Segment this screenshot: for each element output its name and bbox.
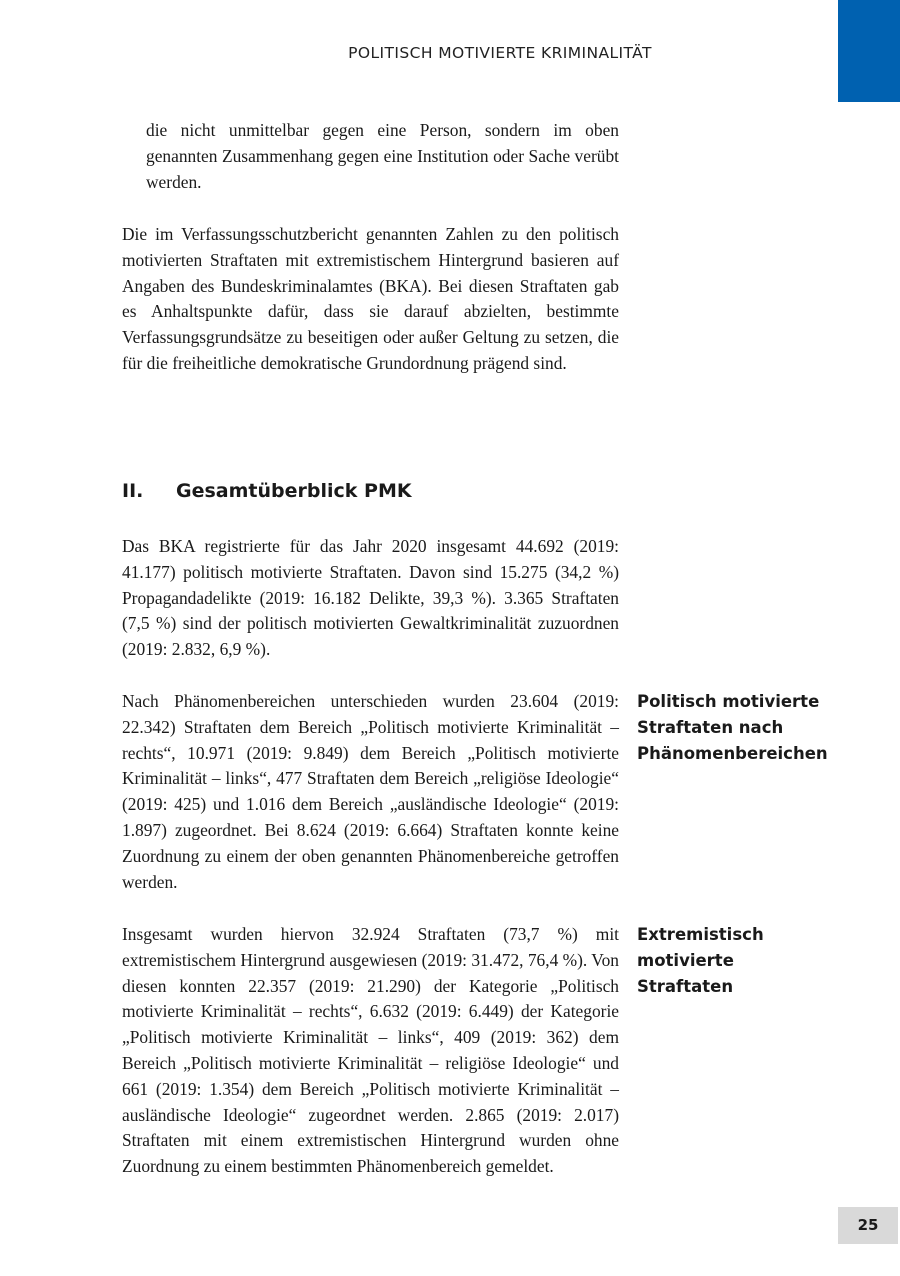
phenomenon-paragraph: Nach Phänomenbereichen unterschieden wurden 23.604 (2019: 22.342) Straftaten dem Bereich „Politisch motivierte Kriminalität – rechts“, 10.971 (2019: 9.849) dem Bereich „Politisch motivierte Kriminalität – links“, 477 Straftaten dem Bereich „religiöse Ideologie“ (2019: 425) und 1.016 dem Bereich „ausländische Ideologie“ (2019: 1.897) zugeordnet. Bei 8.624 (2019: 6.664) Straftaten konnte keine Zuordnung zu einem der oben genannten Phänomenbereiche getroffen werden. [122,691,619,892]
section-heading [122,480,412,502]
chapter-tab-marker [838,0,900,102]
extremist-paragraph: Insgesamt wurden hiervon 32.924 Straftaten (73,7 %) mit extremistischem Hintergrund ausgewiesen (2019: 31.472, 76,4 %). Von diesen konnten 22.357 (2019: 21.290) der Kategorie „Politisch motivierte Kriminalität – rechts“, 6.632 (2019: 6.449) der Kategorie „Politisch motivierte Kriminalität – links“, 409 (2019: 362) dem Bereich „Politisch motivierte Kriminalität – religiöse Ideologie“ und 661 (2019: 1.354) dem Bereich „Politisch motivierte Kriminalität – ausländische Ideologie“ zugeordnet werden. 2.865 (2019: 2.017) Straftaten mit einem extremistischen Hintergrund wurden ohne Zuordnung zu einem bestimmten Phänomenbereich gemeldet. [122,924,620,1177]
margin-note-extremist-offences: Extremistisch motivierte Straftaten [637,925,764,996]
intro-paragraph: Die im Verfassungsschutzbericht genannten Zahlen zu den politisch motivierten Straftaten mit extremistischem Hintergrund basieren auf Angaben des Bundeskriminalamtes (BKA). Bei diesen Straftaten gab es Anhaltspunkte dafür, dass sie darauf abzielten, bestimmte Verfassungsgrundsätze zu beseitigen oder außer Geltung zu setzen, die für die freiheitliche demokratische Grundordnung prägend sind. [122,224,619,373]
section-title: Gesamtüberblick PMK [176,480,412,502]
running-header: POLITISCH MOTIVIERTE KRIMINALITÄT [348,44,652,62]
overview-paragraph: Das BKA registrierte für das Jahr 2020 insgesamt 44.692 (2019: 41.177) politisch motivierte Straftaten. Davon sind 15.275 (34,2 %) Propagandadelikte (2019: 16.182 Delikte, 39,3 %). 3.365 Straftaten (7,5 %) sind der politisch motivierten Gewaltkriminalität zuzuordnen (2019: 2.832, 6,9 %). [122,536,619,660]
margin-note-phenomenon-areas: Politisch motivierte Straftaten nach Phänomenbereichen [637,692,828,763]
continuation-paragraph: die nicht unmittelbar gegen eine Person, sondern im oben genannten Zusammenhang gegen eine Institution oder Sache verübt werden. [146,120,619,192]
section-number: II. [122,480,144,502]
page-number: 25 [838,1207,898,1244]
